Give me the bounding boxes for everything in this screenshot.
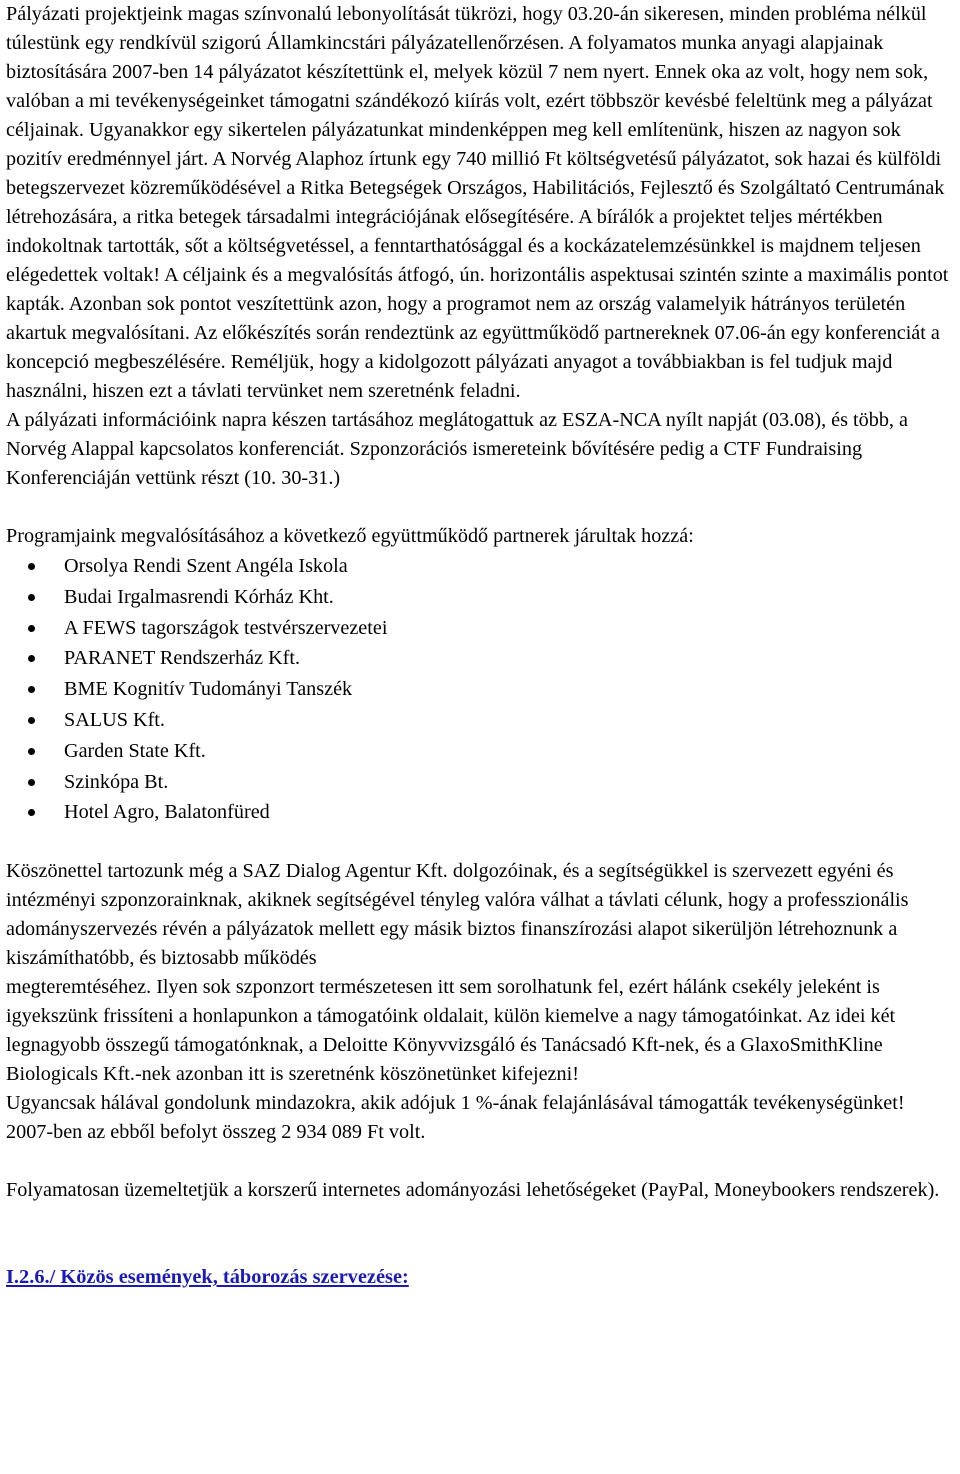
list-item [6,767,956,798]
partner-name: Hotel Agro, Balatonfüred [64,801,270,824]
partners-list [6,551,956,828]
list-item [6,674,956,705]
bullet-icon [28,686,35,693]
paragraph-information: A pályázati információink napra készen tartásához meglátogattuk az ESZA-NCA nyílt napját (03.08), és több, a Norvég Alappal kapcsolatos konferenciát. Szponzorációs ismereteink bővítésére pedig a CTF Fundraising Konferenciáján vettünk részt (10. 30-31.) [6,409,908,489]
paragraph-thanks: Köszönettel tartozunk még a SAZ Dialog Agentur Kft. dolgozóinak, és a segítségükkel is szervezett egyéni és intézményi szponzorainknak, akiknek segítségével tényleg valóra válhat a távlati célunk, hogy a professzionális adományszervezés révén a pályázatok mellett egy másik biztos finanszírozási alapot sikerüljön létrehoznunk a kiszámíthatóbb, és biztosabb működés [6,860,909,970]
list-item [6,582,956,613]
partners-intro: Programjaink megvalósításához a következő együttműködő partnerek járultak hozzá: [6,525,694,547]
partner-name: BME Kognitív Tudományi Tanszék [64,678,353,701]
list-item [6,797,956,828]
spacer [6,1234,956,1263]
bullet-icon [28,779,35,786]
bullet-icon [28,809,35,816]
paragraph-online-donation: Folyamatosan üzemeltetjük a korszerű internetes adományozási lehetőségeket (PayPal, Moneybookers rendszerek). [6,1179,940,1202]
list-item [6,736,956,767]
bullet-icon [28,625,35,632]
bullet-icon [28,594,35,601]
partner-name: Garden State Kft. [64,739,206,762]
spacer [6,1147,956,1176]
bullet-icon [28,717,35,724]
section-heading: I.2.6./ Közös események, táborozás szervezése: [6,1266,409,1289]
partner-name: PARANET Rendszerház Kft. [64,647,301,670]
spacer [6,493,956,522]
list-item [6,643,956,674]
list-item [6,705,956,736]
partner-name: Szinkópa Bt. [64,770,169,793]
partner-name: Orsolya Rendi Szent Angéla Iskola [64,555,348,577]
paragraph-tax-donation: Ugyancsak hálával gondolunk mindazokra, akik adójuk 1 %-ának felajánlásával támogatták tevékenységünket! 2007-ben az ebből befolyt összeg 2 934 089 Ft volt. [6,1092,905,1144]
partner-name: A FEWS tagországok testvérszervezetei [64,616,388,639]
list-item [6,551,956,582]
partner-name: SALUS Kft. [64,708,165,731]
spacer [6,1205,956,1234]
paragraph-applications: Pályázati projektjeink magas színvonalú lebonyolítását tükrözi, hogy 03.20-án sikeresen, minden probléma nélkül túlestünk egy rendkívül szigorú Államkincstári pályázatellenőrzésen. A folyamatos munka anyagi alapjainak biztosítására 2007-ben 14 pályázatot készítettünk el, melyek közül 7 nem nyert. Ennek oka az volt, hogy nem sok, valóban a mi tevékenységeinket támogatni szándékozó kiírás volt, ezért többször kevésbé feleltünk meg a pályázat céljainak. Ugyanakkor egy sikertelen pályázatunkat mindenképpen meg kell említenünk, hiszen az nagyon sok pozitív eredménnyel járt. A Norvég Alaphoz írtunk egy 740 millió Ft költségvetésű pályázatot, sok hazai és külföldi betegszervezet közreműködésével a Ritka Betegségek Országos, Habilitációs, Fejlesztő és Szolgáltató Centrumának létrehozására, a ritka betegek társadalmi integrációjának elősegítésére. A bírálók a projektet teljes mértékben indokoltnak tartották, sőt a költségvetéssel, a fenntarthatósággal és a kockázatelemzésünkkel is majdnem teljesen elégedettek voltak! A céljaink és a megvalósítás átfogó, ún. horizontális aspektusai szintén szinte a maximális pontot kapták. Azonban sok pontot veszítettünk azon, hogy a programot nem az ország valamelyik hátrányos területén akartuk megvalósítani. Az előkészítés során rendeztünk az együttműködő partnereknek 07.06-án egy konferenciát a koncepció megbeszélésére. Reméljük, hogy a kidolgozott pályázati anyagot a továbbiakban is fel tudjuk majd használni, hiszen ezt a távlati tervünket nem szeretnénk feladni. [6,3,949,402]
bullet-icon [28,748,35,755]
paragraph-sponsors: megteremtéséhez. Ilyen sok szponzort természetesen itt sem sorolhatunk fel, ezért hálánk csekély jeleként is igyekszünk frissíteni a honlapunkon a támogatóink oldalait, külön kiemelve a nagy támogatóinkat. Az idei két legnagyobb összegű támogatónknak, a Deloitte Könyvvizsgáló és Tanácsadó Kft-nek, és a GlaxoSmithKline Biologicals Kft.-nek azonban itt is szeretnénk köszönetünket kifejezni! [6,976,896,1086]
bullet-icon [28,563,35,570]
spacer [6,828,956,857]
list-item [6,613,956,644]
bullet-icon [28,655,35,662]
partner-name: Budai Irgalmasrendi Kórház Kht. [64,585,334,608]
document-page [6,0,956,1292]
